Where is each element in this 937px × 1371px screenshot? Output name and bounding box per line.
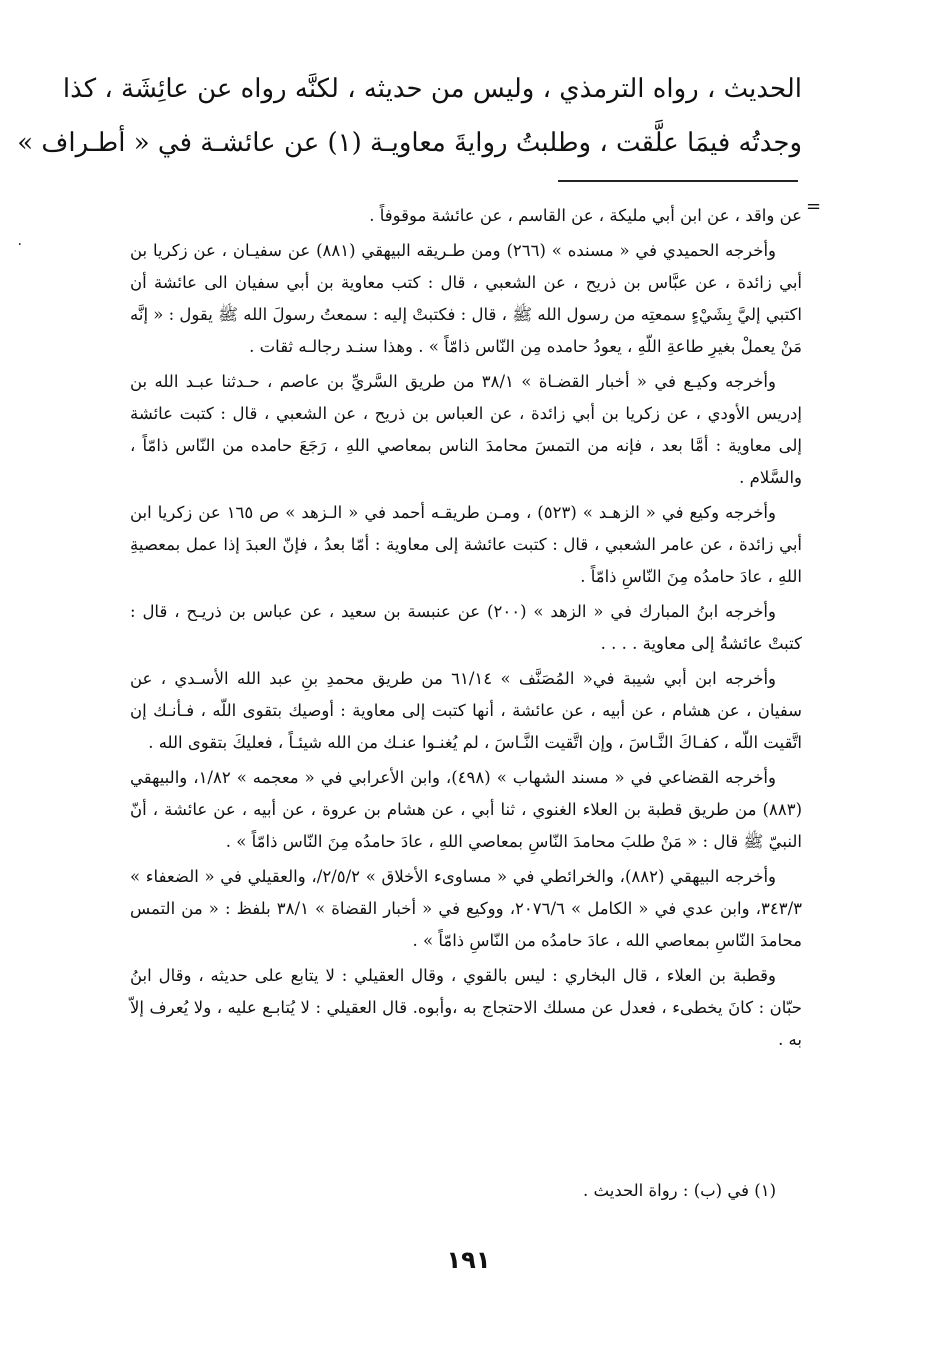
- continuation-mark: =: [806, 196, 822, 217]
- note-paragraph: وأخرجه وكيع في « الزهـد » (٥٢٣) ، ومـن طريقـه أحمد في « الـزهد » ص ١٦٥ عن زكريا ابن أبي زائدة ، عن عامر الشعبي ، قال : كتبت عائشة إلى معاوية : أمّا بعدُ ، فإنّ العبدَ إذا عمل بمعصيةِ اللهِ ، عادَ حامدُه مِنَ النّاسِ ذامّاً .: [130, 503, 802, 586]
- note-paragraph: عن واقد ، عن ابن أبي مليكة ، عن القاسم ، عن عائشة موقوفاً .: [369, 206, 802, 225]
- footnote-divider: [558, 180, 798, 182]
- note-paragraph: وأخرجه ابن أبي شيبة في« المُصَنَّف » ٦١/١٤ من طريق محمدِ بنِ عبد الله الأسـدي ، عن سفيان ، عن هشام ، عن أبيه ، عن عائشة ، أنها كتبت إلى معاوية : أوصيك بتقوى اللّه ، فـأنـك إن اتَّقيت اللّه ، كفـاكَ النَّـاسَ ، وإن اتَّقيت النَّـاسَ ، لم يُغنـوا عنـك من الله شيئـاً ، فعليكَ بتقوى الله .: [130, 669, 802, 752]
- note-paragraph: وأخرجه ابنُ المبارك في « الزهد » (٢٠٠) عن عنبسة بن سعيد ، عن عباس بن ذريـح ، قال : كتبتْ عائشةُ إلى معاوية . . . .: [130, 602, 802, 653]
- margin-mark: ٠: [16, 236, 24, 252]
- note-paragraph: وأخرجه البيهقي (٨٨٢)، والخرائطي في « مساوىء الأخلاق » ٢/٥/٢/، والعقيلي في « الضعفاء » ٣٤٣/٣، وابن عدي في « الكامل » ٢٠٧٦/٦، ووكيع في « أخبار القضاة » ٣٨/١ بلفظ : « من التمس محامدَ النّاسِ بمعاصي الله ، عادَ حامدُه من النّاسِ ذامّاً » .: [130, 867, 802, 950]
- note-paragraph: وقطبة بن العلاء ، قال البخاري : ليس بالقوي ، وقال العقيلي : لا يتابع على حديثه ، وقال ابنُ حبّان : كانَ يخطىء ، فعدل عن مسلك الاحتجاج به ،وأبوه. قال العقيلي : لا يُتابـع عليه ، ولا يُعرف إلاّ به .: [130, 966, 802, 1049]
- main-text: [17, 62, 802, 170]
- main-text-line-1: الحديث ، رواه الترمذي ، وليس من حديثه ، لكنَّه رواه عن عائِشَة ، كذا: [62, 74, 802, 104]
- page-number: ١٩١: [446, 1246, 491, 1274]
- note-paragraph: وأخرجه الحميدي في « مسنده » (٢٦٦) ومن طـريقه البيهقي (٨٨١) عن سفيـان ، عن زكريا بن أبي زائدة ، عن عبَّاس بن ذريح ، عن الشعبي ، قال : كتب معاوية بن أبي سفيان الى عائشة أن اكتبي إليَّ بِشَيْءٍ سمعتِه من رسول الله ﷺ ، قال : فكتبتْ إليه : سمعتُ رسولَ الله ﷺ يقول : « إنَّه مَنْ يعملْ بغيرِ طاعةِ اللّهِ ، يعودُ حامده مِن النّاس ذامّاً » . وهذا سنـد رجالـه ثقات .: [130, 241, 802, 356]
- note-paragraph: وأخرجه وكيـع في « أخبار القضـاة » ٣٨/١ من طريق السَّريِّ بن عاصم ، حـدثنا عبـد الله بن إدريس الأودي ، عن زكريا بن أبي زائدة ، عن العباس بن ذريح ، عن الشعبي ، قال : كتبت عائشة إلى معاوية : أمَّا بعد ، فإنه من التمسَ محامدَ الناس بمعاصي اللهِ ، رَجَعَ حامده من النّاس ذامّاً ، والسَّلام .: [130, 372, 802, 487]
- main-text-line-2: وجدتُه فيمَا علَّقت ، وطلبتُ روايةَ معاويـة (١) عن عائشـة في « أطـراف »: [17, 128, 802, 158]
- note-paragraph: وأخرجه القضاعي في « مسند الشهاب » (٤٩٨)، وابن الأعرابي في « معجمه » ١/٨٢، والبيهقي (٨٨٣) من طريق قطبة بن العلاء الغنوي ، ثنا أبي ، عن هشام بن عروة ، عن أبيه ، عن عائشة ، أنّ النبيّ ﷺ قال : « مَنْ طلبَ محامدَ النّاسِ بمعاصي اللهِ ، عادَ حامدُه مِنَ النّاس ذامّاً » .: [130, 768, 802, 851]
- notes-section: [130, 200, 802, 1059]
- footnote: (١) في (ب) : رواة الحديث .: [583, 1181, 776, 1200]
